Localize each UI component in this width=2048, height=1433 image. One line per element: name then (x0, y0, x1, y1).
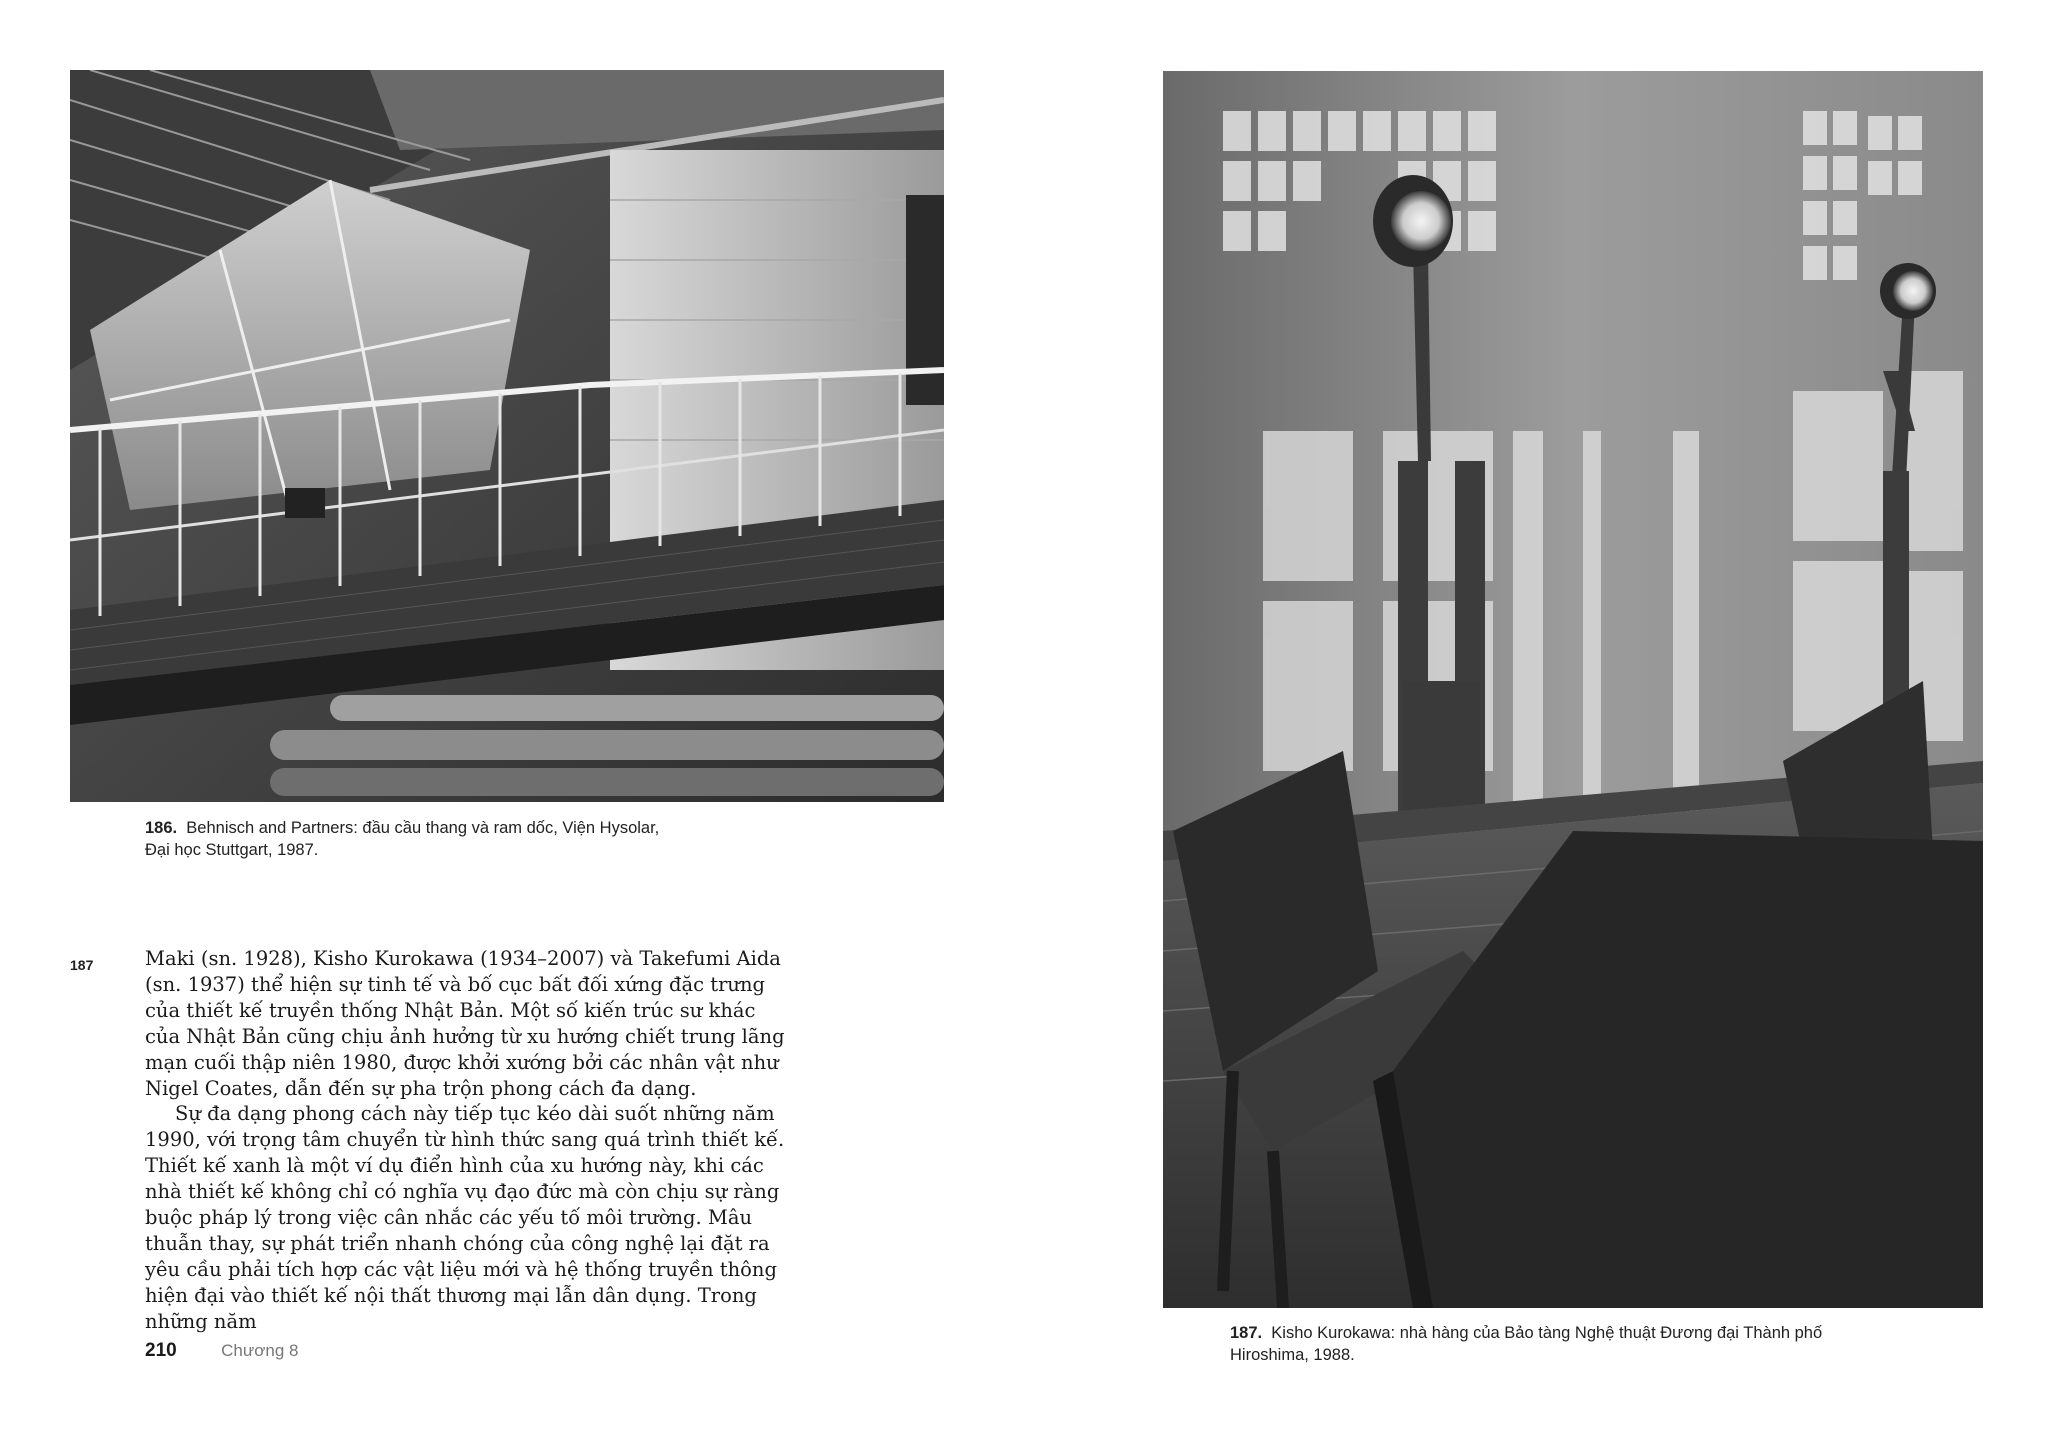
page-number: 210 (145, 1340, 177, 1361)
figure-186-caption-line2: Đại học Stuttgart, 1987. (145, 841, 319, 859)
figure-187-number: 187. (1230, 1324, 1263, 1342)
figure-186-caption-line1: Behnisch and Partners: đầu cầu thang và ram dốc, Viện Hysolar, (186, 819, 660, 837)
body-text (145, 946, 795, 1335)
page-footer (145, 1340, 299, 1362)
figure-186-caption (145, 817, 785, 861)
figure-187-caption (1230, 1322, 1870, 1366)
figure-186-number: 186. (145, 819, 178, 837)
photo-stair-ramp (70, 70, 944, 802)
figure-187-caption-line1: Kisho Kurokawa: nhà hàng của Bảo tàng Nghệ thuật Đương đại Thành phố (1271, 1324, 1823, 1342)
paragraph-2: Sự đa dạng phong cách này tiếp tục kéo dài suốt những năm 1990, với trọng tâm chuyển từ hình thức sang quá trình thiết kế. Thiết kế xanh là một ví dụ điển hình của xu hướng này, khi các nhà thiết kế không chỉ có nghĩa vụ đạo đức mà còn chịu sự ràng buộc pháp lý trong việc cân nhắc các yếu tố môi trường. Mâu thuẫn thay, sự phát triển nhanh chóng của công nghệ lại đặt ra yêu cầu phải tích hợp các vật liệu mới và hệ thống truyền thông hiện đại vào thiết kế nội thất thương mại lẫn dân dụng. Trong những năm (145, 1102, 785, 1333)
figure-187-caption-line2: Hiroshima, 1988. (1230, 1346, 1355, 1364)
photo-restaurant-interior (1163, 71, 1983, 1308)
chapter-label: Chương 8 (221, 1341, 299, 1360)
paragraph-1: Maki (sn. 1928), Kisho Kurokawa (1934–2007) và Takefumi Aida (sn. 1937) thể hiện sự tinh tế và bố cục bất đối xứng đặc trưng của thiết kế truyền thống Nhật Bản. Một số kiến trúc sư khác của Nhật Bản cũng chịu ảnh hưởng từ xu hướng chiết trung lãng mạn cuối thập niên 1980, được khởi xướng bởi các nhân vật như Nigel Coates, dẫn đến sự pha trộn phong cách đa dạng. (145, 947, 785, 1100)
margin-figure-reference: 187 (70, 957, 94, 973)
